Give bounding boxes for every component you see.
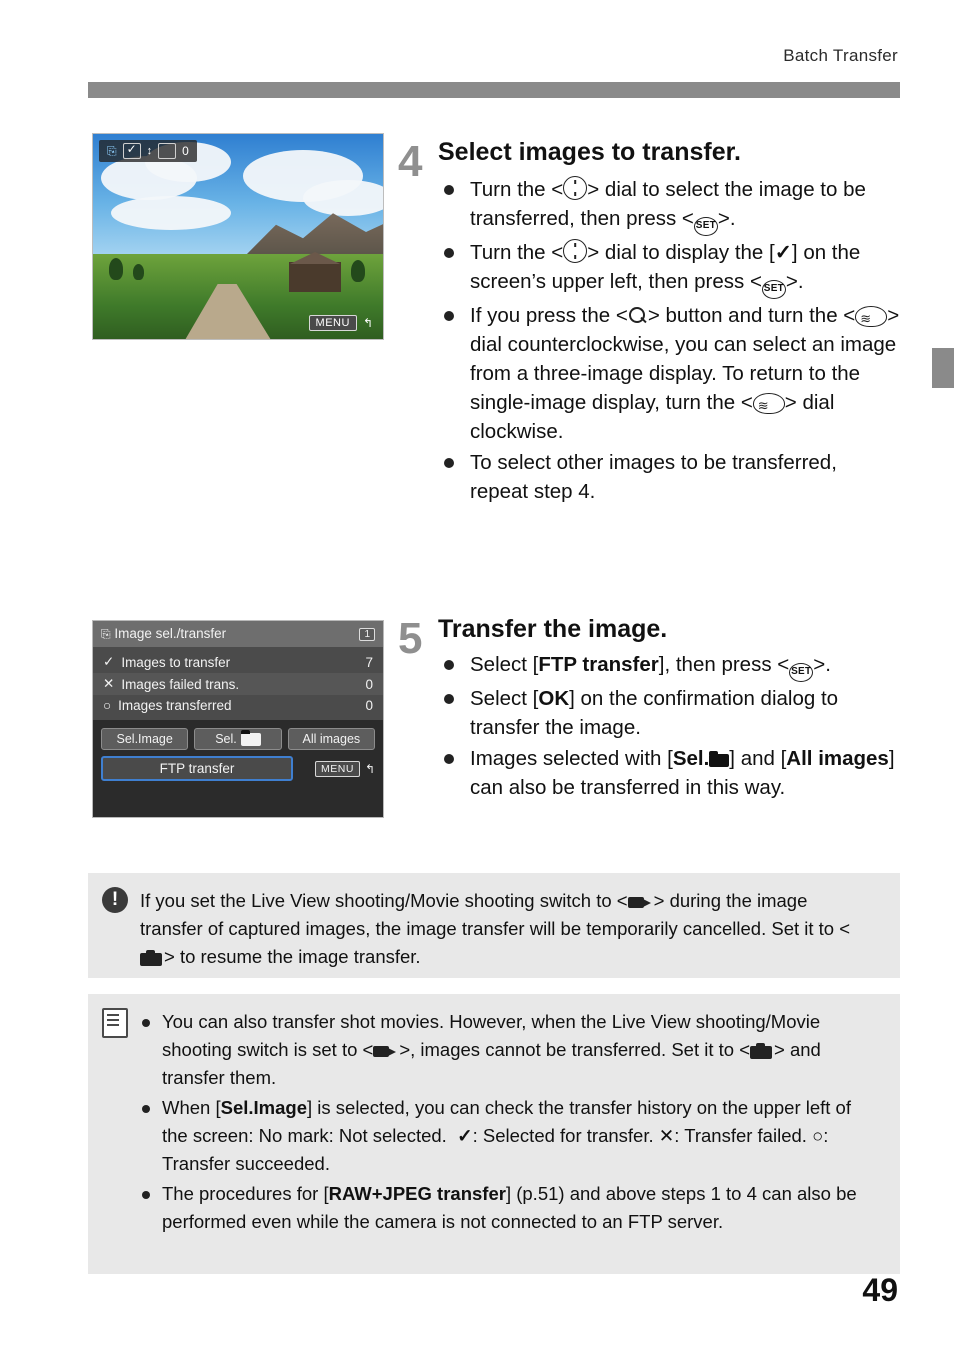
table-row[interactable] (93, 695, 383, 716)
list-item: Turn the < > dial to display the [✓] on the screen’s upper left, then press < SET>. (470, 238, 900, 299)
main-dial-icon (753, 393, 785, 414)
list-item: The procedures for [RAW+JPEG transfer] (p.51) and above steps 1 to 4 can also be performed even while the camera is not connected to an FTP server. (140, 1180, 872, 1236)
list-item: Select [OK] on the confirmation dialog to transfer the image. (470, 684, 900, 742)
tree (133, 264, 144, 280)
list-item: You can also transfer shot movies. However, when the Live View shooting/Movie shooting switch is set to < >, images cannot be transferred. Set it to < > and transfer them. (140, 1008, 872, 1092)
step-4-bullets (470, 175, 900, 508)
set-button-icon: SET (789, 663, 813, 682)
list-item: If you press the < > button and turn the < ≋ > dial counterclockwise, you can select an image from a three-image display. To return to the single-image display, turn the < ≋ > dial clockwise. (470, 301, 900, 446)
ftp-transfer-button[interactable] (101, 756, 293, 781)
button-label: Sel. (215, 732, 237, 746)
page-number: 49 (862, 1272, 898, 1308)
barn (289, 262, 341, 292)
transfer-icon: ⎘ (101, 627, 111, 641)
sel-image-button[interactable] (101, 728, 188, 750)
menu-rows (93, 647, 383, 720)
row-label (103, 654, 230, 670)
lcd-screenshot-image-sel-transfer (92, 620, 384, 818)
row-label (103, 698, 231, 713)
menu-title-bar (93, 621, 383, 647)
circle-mark-icon: ○ (103, 698, 112, 713)
table-row[interactable] (93, 673, 383, 695)
button-label: Sel.Image (116, 732, 173, 746)
all-images-button[interactable] (288, 728, 375, 750)
row-text: Images transferred (118, 698, 232, 713)
lcd-screenshot-image-playback (92, 133, 384, 340)
edge-index-tab (932, 348, 954, 388)
circle-mark-icon: ○ (812, 1125, 824, 1146)
memo-icon (102, 1008, 128, 1034)
list-item: To select other images to be transferred, repeat step 4. (470, 448, 900, 506)
warning-note-text: If you set the Live View shooting/Movie shooting switch to < > during the image transfer of captured images, the image transfer will be temporarily cancelled. Set it to <> to resume the image transfer. (140, 890, 851, 967)
still-mode-icon (750, 1043, 774, 1060)
check-mark: ✓ (126, 142, 137, 156)
still-mode-icon (140, 950, 164, 967)
playback-osd-bar (99, 140, 197, 162)
folder-icon (709, 754, 729, 767)
row-label (103, 676, 239, 692)
step-heading-4: Select images to transfer. (438, 138, 741, 166)
check-mark-icon: ✓ (774, 241, 792, 264)
movie-mode-icon (373, 1043, 399, 1060)
quick-control-dial-icon (563, 176, 587, 200)
checkbox-icon (123, 143, 141, 159)
check-mark-icon: ✓ (457, 1125, 473, 1146)
folder-count-icon (158, 143, 176, 159)
cross-mark-icon: ✕ (103, 676, 115, 691)
step-number-5: 5 (398, 614, 423, 663)
step-heading-5: Transfer the image. (438, 615, 668, 643)
step-5-bullets (470, 650, 900, 804)
button-label: All images (302, 732, 361, 746)
quick-control-dial-icon (563, 239, 587, 263)
row-value: 0 (365, 698, 373, 713)
check-mark-icon: ✓ (103, 654, 115, 669)
list-item: Select [FTP transfer], then press < SET>. (470, 650, 900, 682)
set-button-icon: SET (694, 217, 718, 236)
set-button-icon: SET (762, 280, 786, 299)
memo-note-text (140, 994, 900, 1252)
cross-mark-icon: ✕ (658, 1125, 675, 1146)
movie-mode-icon (628, 894, 654, 911)
menu-return-arrow: ↰ (364, 761, 375, 776)
header-rule (88, 82, 900, 98)
warning-icon: ! (102, 887, 128, 913)
menu-return-hint (315, 761, 375, 777)
transfer-icon: ⎘ (107, 143, 117, 158)
tree (351, 260, 365, 282)
image-counter: 0 (182, 144, 189, 158)
cloud (303, 180, 384, 216)
row-value: 7 (365, 654, 373, 670)
list-item: Images selected with [Sel. ] and [All images] can also be transferred in this way. (470, 744, 900, 802)
menu-button-label: MENU (309, 315, 357, 331)
menu-button-row (93, 720, 383, 754)
menu-bottom-row (93, 754, 383, 787)
button-label: FTP transfer (159, 761, 235, 776)
menu-title (101, 626, 226, 642)
list-item: When [Sel.Image] is selected, you can check the transfer history on the upper left of the screen: No mark: Not selected. ✓: Selected for transfer. ✕: Transfer failed. ○: Transfer succeeded. (140, 1094, 872, 1178)
row-text: Images to transfer (121, 654, 231, 670)
tree (109, 258, 123, 280)
updown-icon: ↕ (146, 145, 153, 157)
cloud (111, 196, 231, 230)
table-row[interactable] (93, 651, 383, 673)
step-number-4: 4 (398, 137, 423, 186)
menu-return-arrow: ↰ (362, 316, 373, 330)
row-text: Images failed trans. (121, 676, 240, 692)
page-header-title: Batch Transfer (783, 46, 898, 65)
menu-title-text: Image sel./transfer (114, 626, 227, 641)
warning-note-box (88, 873, 900, 978)
card-slot-badge: 1 (359, 628, 375, 641)
playback-menu-hint (309, 315, 373, 331)
memo-note-box (88, 994, 900, 1274)
main-dial-icon (855, 306, 887, 327)
menu-button-label: MENU (315, 761, 360, 777)
folder-icon (241, 733, 261, 746)
magnify-button-icon (628, 306, 648, 326)
row-value: 0 (365, 676, 373, 692)
sel-folder-button[interactable] (194, 728, 281, 750)
list-item: Turn the < > dial to select the image to be transferred, then press < SET>. (470, 175, 900, 236)
